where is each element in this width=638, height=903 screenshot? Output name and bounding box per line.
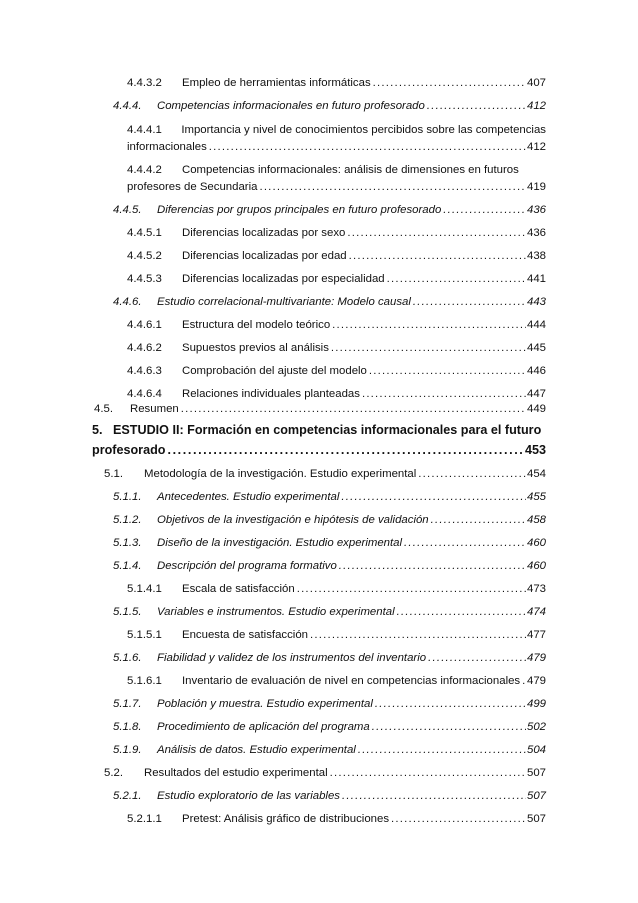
toc-dot-leader	[297, 582, 526, 596]
toc-dot-leader	[413, 295, 526, 309]
toc-entry-number: 5.1.6.	[113, 652, 142, 664]
toc-entry-number: 5.1.5.	[113, 606, 142, 618]
toc-dot-leader	[209, 140, 526, 154]
toc-entry-page: 412	[526, 141, 546, 153]
toc-entry-title-continued: profesores de Secundaria	[127, 181, 258, 193]
toc-entry-title: Encuesta de satisfacción	[182, 629, 309, 641]
toc-entry-page: 507	[526, 790, 546, 802]
toc-entry-title: Diferencias localizadas por sexo	[182, 227, 346, 239]
toc-entry-page: 499	[526, 698, 546, 710]
toc-entry-number: 5.1.3.	[113, 537, 142, 549]
toc-entry-number: 4.4.5.1	[127, 227, 162, 239]
toc-entry-number: 4.4.6.	[113, 296, 142, 308]
toc-entry-page: 502	[526, 721, 546, 733]
toc-entry-page: 407	[526, 77, 546, 89]
toc-entry-page: 449	[526, 403, 546, 415]
toc-dot-leader	[332, 318, 526, 332]
toc-entry-title: Diferencias localizadas por edad	[182, 250, 347, 262]
toc-dot-leader	[431, 513, 526, 527]
toc-entry-number: 5.2.1.	[113, 790, 142, 802]
toc-entry-page: 438	[526, 250, 546, 262]
toc-dot-leader	[342, 789, 526, 803]
toc-entry-title: Relaciones individuales planteadas	[182, 388, 360, 400]
toc-entry-number: 5.1.	[104, 468, 123, 480]
toc-entry-page: 460	[526, 537, 546, 549]
toc-entry-page: 444	[526, 319, 546, 331]
toc-dot-leader	[522, 674, 526, 688]
toc-entry-title: Descripción del programa formativo	[157, 560, 337, 572]
toc-entry-title: Competencias informacionales: análisis de dimensiones en futuros	[182, 164, 519, 176]
toc-entry-title: Fiabilidad y validez de los instrumentos del inventario	[157, 652, 427, 664]
toc-entry-number: 5.1.8.	[113, 721, 142, 733]
toc-entry-title: Supuestos previos al análisis	[182, 342, 329, 354]
toc-entry-page: 507	[526, 767, 546, 779]
toc-dot-leader	[427, 99, 526, 113]
toc-entry-title: ESTUDIO II: Formación en competencias informacionales para el futuro	[113, 423, 542, 437]
toc-entry-number: 5.1.6.1	[127, 675, 162, 687]
toc-entry-number: 4.4.6.4	[127, 388, 162, 400]
toc-dot-leader	[362, 387, 526, 401]
toc-entry-number: 4.4.6.1	[127, 319, 162, 331]
toc-dot-leader	[387, 272, 526, 286]
toc-entry-title: Variables e instrumentos. Estudio experimental	[157, 606, 395, 618]
toc-entry-title: Diseño de la investigación. Estudio experimental	[157, 537, 403, 549]
toc-entry-number: 4.4.5.	[113, 204, 142, 216]
toc-entry-page: 474	[526, 606, 546, 618]
toc-dot-leader	[443, 203, 526, 217]
toc-dot-leader	[404, 536, 526, 550]
toc-entry-number: 5.	[92, 423, 103, 437]
toc-dot-leader	[418, 467, 526, 481]
toc-entry-title: Estudio correlacional-multivariante: Modelo causal	[157, 296, 411, 308]
toc-entry-page: 443	[526, 296, 546, 308]
toc-entry-title-continued: informacionales	[127, 141, 207, 153]
toc-entry-page: 473	[526, 583, 546, 595]
toc-entry-number: 5.1.4.	[113, 560, 142, 572]
toc-dot-leader	[181, 402, 526, 416]
toc-entry-title: Estructura del modelo teórico	[182, 319, 331, 331]
toc-entry-title: Antecedentes. Estudio experimental	[157, 491, 340, 503]
toc-dot-leader	[259, 180, 526, 194]
toc-dot-leader	[339, 559, 526, 573]
toc-entry-title: Resultados del estudio experimental	[144, 767, 328, 779]
toc-entry-title: Pretest: Análisis gráfico de distribuciones	[182, 813, 390, 825]
toc-dot-leader	[358, 743, 526, 757]
toc-entry-page: 445	[526, 342, 546, 354]
toc-entry-title: Competencias informacionales en futuro profesorado	[157, 100, 425, 112]
toc-entry-number: 4.4.3.2	[127, 77, 162, 89]
toc-entry-number: 5.1.5.1	[127, 629, 162, 641]
toc-dot-leader	[310, 628, 526, 642]
toc-dot-leader	[373, 76, 526, 90]
toc-dot-leader	[375, 697, 526, 711]
toc-entry-page: 436	[526, 204, 546, 216]
toc-dot-leader	[330, 766, 526, 780]
toc-entry-number: 4.4.4.2	[127, 164, 162, 176]
toc-entry-page: 504	[526, 744, 546, 756]
toc-entry-number: 5.1.4.1	[127, 583, 162, 595]
toc-entry-page: 507	[526, 813, 546, 825]
toc-dot-leader	[349, 249, 526, 263]
toc-entry-page: 453	[524, 443, 546, 457]
toc-entry-title: Resumen	[130, 403, 179, 415]
toc-entry-number: 5.1.7.	[113, 698, 142, 710]
toc-entry-title: Población y muestra. Estudio experimental	[157, 698, 373, 710]
toc-entry-title-continued: profesorado	[92, 443, 166, 457]
toc-entry-title: Metodología de la investigación. Estudio experimental	[144, 468, 417, 480]
toc-entry-title: Comprobación del ajuste del modelo	[182, 365, 367, 377]
toc-entry-title: Objetivos de la investigación e hipótesis de validación	[157, 514, 429, 526]
toc-entry-number: 4.4.6.2	[127, 342, 162, 354]
toc-entry-page: 460	[526, 560, 546, 572]
toc-entry-page: 479	[526, 652, 546, 664]
toc-entry-page: 455	[526, 491, 546, 503]
toc-entry-number: 5.1.2.	[113, 514, 142, 526]
toc-dot-leader	[341, 490, 526, 504]
toc-dot-leader	[372, 720, 526, 734]
toc-dot-leader	[331, 341, 526, 355]
toc-entry-title: Diferencias por grupos principales en futuro profesorado	[157, 204, 442, 216]
toc-entry-page: 446	[526, 365, 546, 377]
toc-entry-number: 5.1.9.	[113, 744, 142, 756]
toc-entry-page: 447	[526, 388, 546, 400]
toc-entry-number: 5.2.1.1	[127, 813, 162, 825]
toc-dot-leader	[167, 443, 524, 457]
toc-entry-number: 4.4.4.1	[127, 124, 162, 136]
toc-entry-number: 4.4.6.3	[127, 365, 162, 377]
toc-entry-title: Diferencias localizadas por especialidad	[182, 273, 385, 285]
toc-entry-title: Importancia y nivel de conocimientos percibidos sobre las competencias	[181, 124, 546, 136]
toc-entry-number: 5.2.	[104, 767, 123, 779]
toc-entry-page: 479	[526, 675, 546, 687]
toc-dot-leader	[347, 226, 526, 240]
toc-entry-number: 4.4.5.3	[127, 273, 162, 285]
toc-entry-number: 4.4.5.2	[127, 250, 162, 262]
toc-entry-title: Escala de satisfacción	[182, 583, 295, 595]
toc-entry-page: 454	[526, 468, 546, 480]
toc-entry-number: 4.4.4.	[113, 100, 142, 112]
toc-entry-number: 5.1.1.	[113, 491, 142, 503]
toc-entry-page: 441	[526, 273, 546, 285]
toc-entry-title: Inventario de evaluación de nivel en competencias informacionales	[182, 675, 521, 687]
toc-entry-page: 477	[526, 629, 546, 641]
toc-entry-page: 412	[526, 100, 546, 112]
toc-entry-title: Estudio exploratorio de las variables	[157, 790, 340, 802]
toc-entry-page: 436	[526, 227, 546, 239]
toc-entry-title: Empleo de herramientas informáticas	[182, 77, 371, 89]
toc-dot-leader	[428, 651, 526, 665]
toc-dot-leader	[391, 812, 526, 826]
toc-entry-page: 458	[526, 514, 546, 526]
toc-entry-title: Procedimiento de aplicación del programa	[157, 721, 370, 733]
toc-entry-page: 419	[526, 181, 546, 193]
toc-entry-number: 4.5.	[94, 403, 113, 415]
toc-dot-leader	[397, 605, 526, 619]
toc-dot-leader	[369, 364, 526, 378]
toc-entry-title: Análisis de datos. Estudio experimental	[157, 744, 356, 756]
